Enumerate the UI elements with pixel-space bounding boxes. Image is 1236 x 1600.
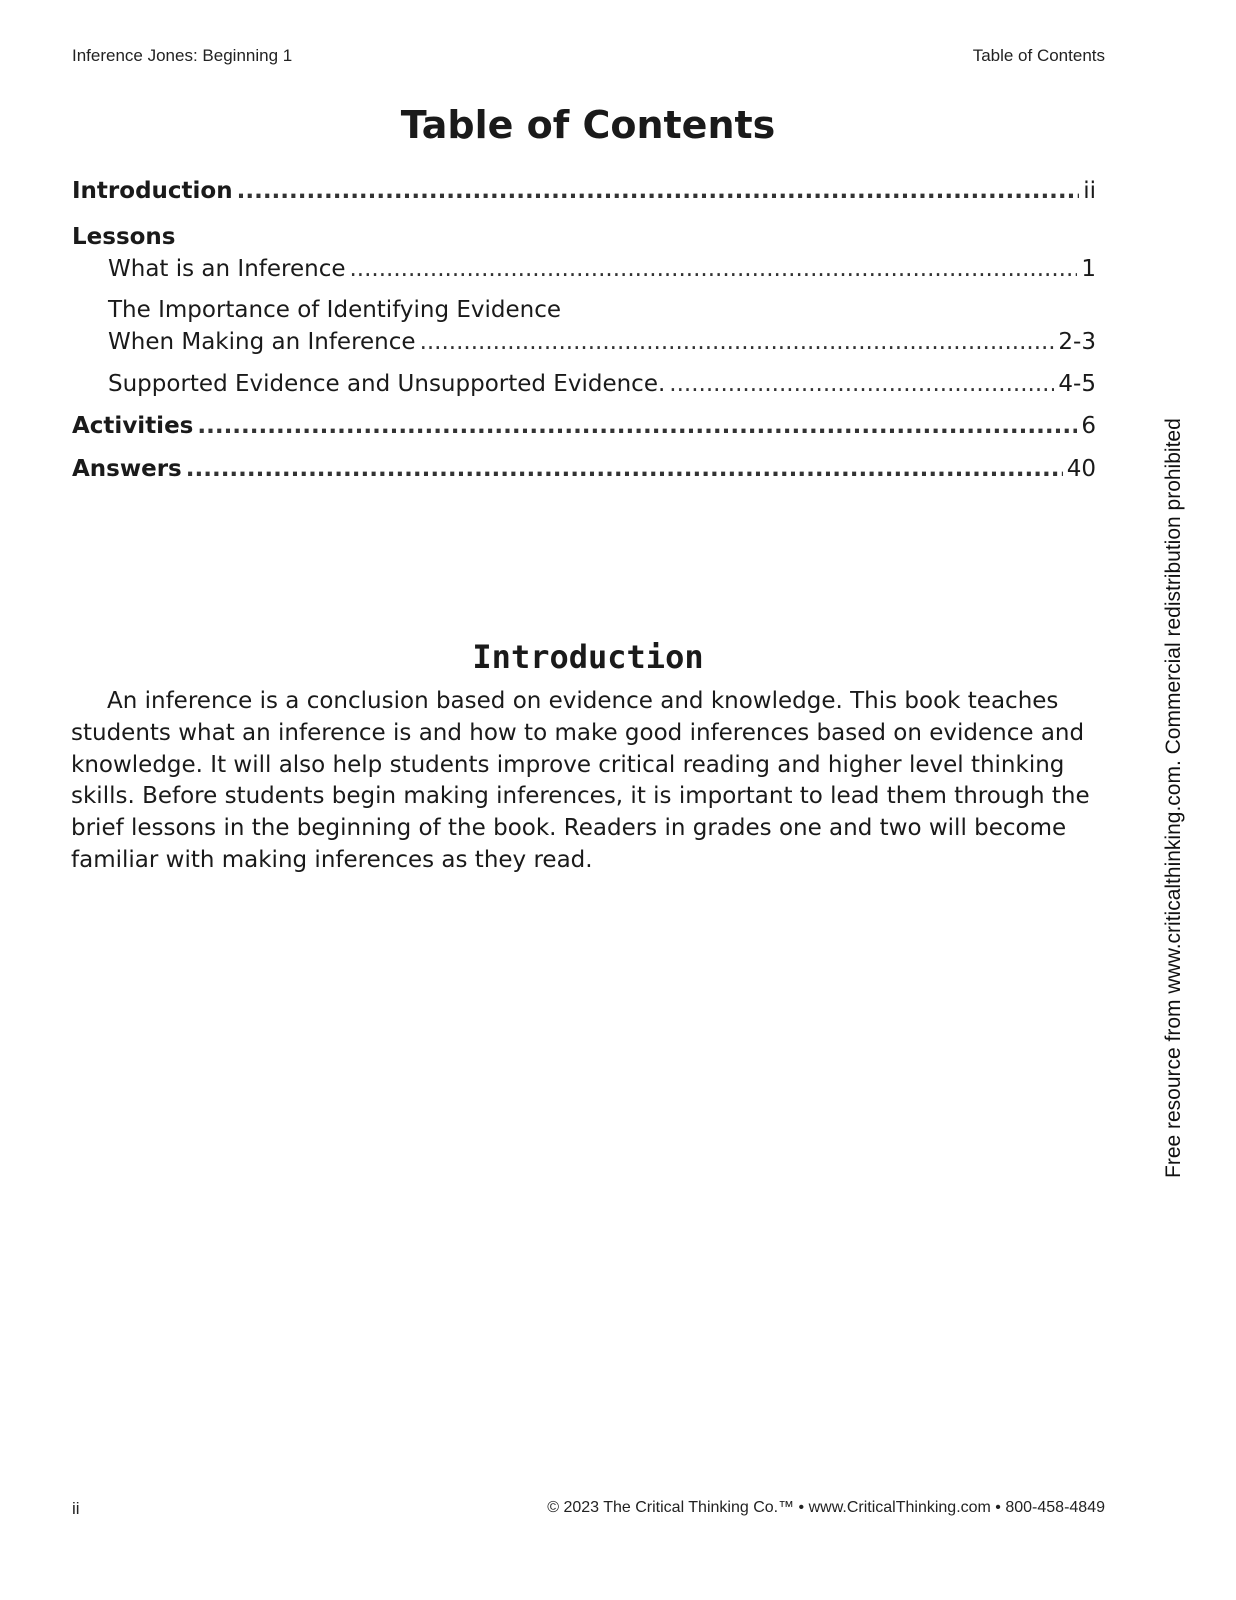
running-header-section: Table of Contents — [972, 46, 1105, 65]
redistribution-notice: Free resource from www.criticalthinking.com. Commercial redistribution prohibited — [1162, 418, 1185, 1178]
toc-entry-importance[interactable] — [108, 329, 1096, 355]
page-title: Table of Contents — [400, 103, 776, 147]
toc-dot-leader — [669, 371, 1054, 397]
toc-entry-label: Supported Evidence and Unsupported Evidence. — [108, 371, 666, 397]
toc-entry-what-is-inference[interactable] — [108, 256, 1096, 282]
toc-page-number: 40 — [1066, 456, 1096, 482]
toc-dot-leader — [420, 329, 1055, 355]
toc-page-number: 6 — [1081, 413, 1096, 439]
toc-entry-introduction[interactable] — [72, 178, 1096, 204]
running-header-title: Inference Jones: Beginning 1 — [72, 46, 293, 65]
toc-page-number: 1 — [1081, 256, 1096, 282]
toc-page-number: ii — [1083, 178, 1096, 204]
introduction-heading: Introduction — [472, 638, 704, 676]
toc-entry-label: When Making an Inference — [108, 329, 416, 355]
toc-entry-activities[interactable] — [72, 413, 1096, 439]
toc-entry-supported-evidence[interactable] — [108, 371, 1096, 397]
toc-entry-label: Introduction — [72, 178, 233, 204]
toc-dot-leader — [197, 413, 1077, 439]
introduction-paragraph: An inference is a conclusion based on evidence and knowledge. This book teaches students what an inference is and how to make good inferences based on evidence and knowledge. It will also help students improve critical reading and higher level thinking skills. Before students begin making inferences, it is important to lead them through the brief lessons in the beginning of the book. Readers in grades one and two will become familiar with making inferences as they read. — [71, 688, 1090, 873]
toc-entry-label: Activities — [72, 413, 194, 439]
toc-entry-answers[interactable] — [72, 456, 1096, 482]
toc-page-number: 2-3 — [1058, 329, 1096, 355]
toc-dot-leader — [350, 256, 1078, 282]
toc-page-number: 4-5 — [1058, 371, 1096, 397]
footer-copyright: © 2023 The Critical Thinking Co.™ • www.CriticalThinking.com • 800-458-4849 — [547, 1499, 1105, 1516]
footer-page-number: ii — [72, 1499, 80, 1518]
toc-entry-label: Answers — [72, 456, 182, 482]
toc-entry-importance-line1: The Importance of Identifying Evidence — [108, 297, 562, 323]
toc-dot-leader — [186, 456, 1063, 482]
toc-dot-leader — [237, 178, 1080, 204]
toc-heading-lessons: Lessons — [72, 224, 176, 250]
toc-entry-label: What is an Inference — [108, 256, 346, 282]
